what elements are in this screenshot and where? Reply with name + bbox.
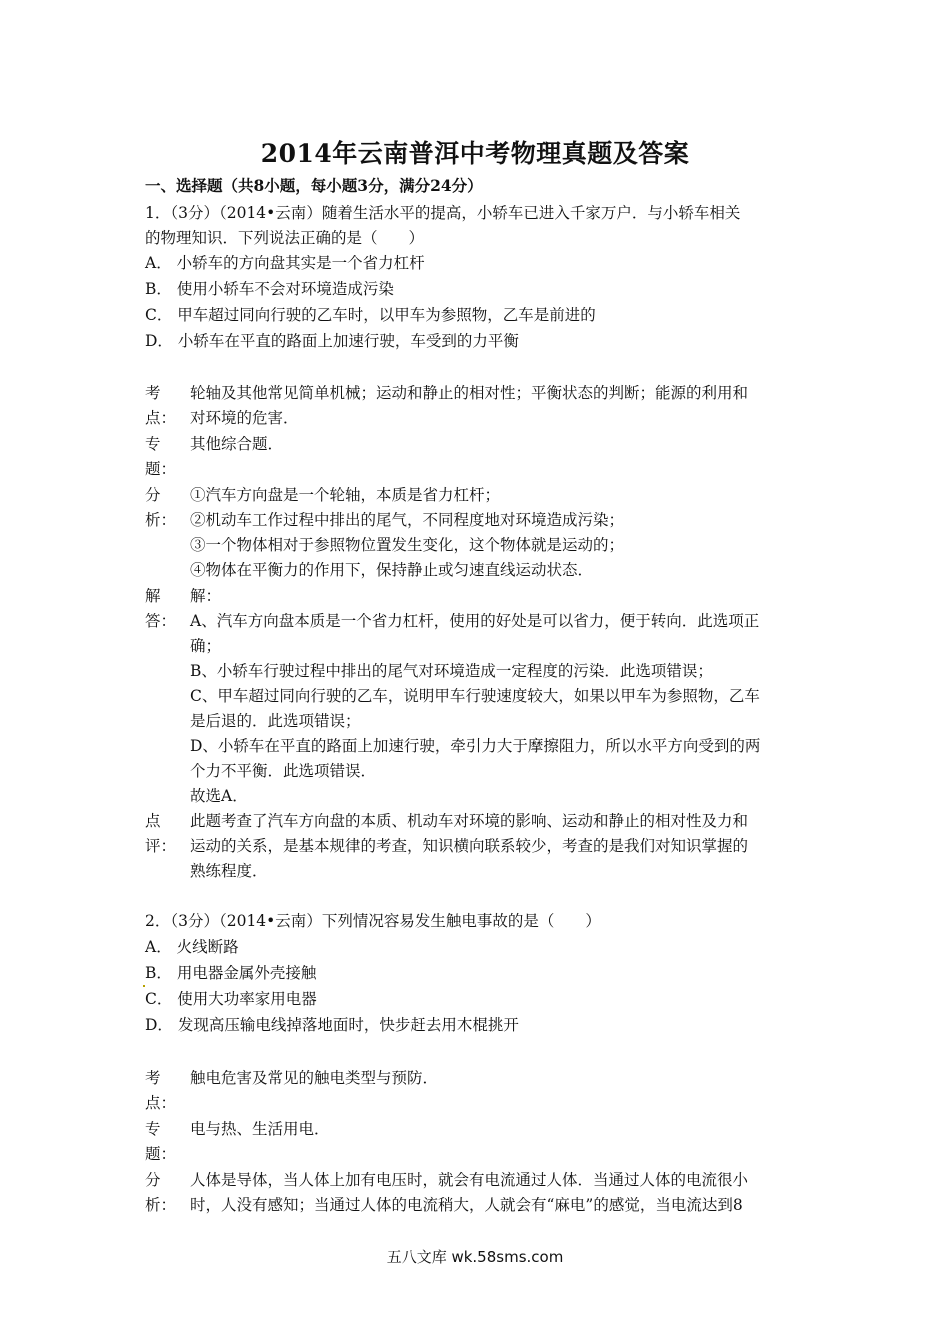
- q2-option-b: B． 用电器金属外壳接触: [145, 964, 317, 982]
- q1-fenxi-label-2: 析：: [145, 511, 177, 529]
- q1-kaodian-text-1: 轮轴及其他常见简单机械；运动和静止的相对性；平衡状态的判断；能源的利用和: [190, 384, 749, 402]
- q2-zhuanti-label-1: 专: [145, 1120, 161, 1138]
- q2-kaodian-text: 触电危害及常见的触电类型与预防．: [190, 1069, 439, 1087]
- document-title: 2014年云南普洱中考物理真题及答案: [260, 139, 690, 168]
- q1-fenxi-line-3: ③一个物体相对于参照物位置发生变化，这个物体就是运动的；: [190, 536, 625, 554]
- q1-jieda-line-8: 个力不平衡．此选项错误．: [190, 762, 377, 780]
- q2-fenxi-line-2: 时，人没有感知；当通过人体的电流稍大，人就会有“麻电”的感觉，当电流达到8: [190, 1196, 743, 1214]
- q1-dianping-line-3: 熟练程度．: [190, 862, 268, 880]
- q1-option-d: D． 小轿车在平直的路面上加速行驶，车受到的力平衡: [145, 332, 519, 350]
- q1-jieda-line-1: 解：: [190, 587, 222, 605]
- q1-fenxi-label-1: 分: [145, 486, 161, 504]
- q1-fenxi-line-2: ②机动车工作过程中排出的尾气，不同程度地对环境造成污染；: [190, 511, 625, 529]
- q1-jieda-line-6: 是后退的．此选项错误；: [190, 712, 361, 730]
- q1-option-c: C． 甲车超过同向行驶的乙车时，以甲车为参照物，乙车是前进的: [145, 306, 596, 324]
- q2-option-c: C． 使用大功率家用电器: [145, 990, 317, 1008]
- q2-zhuanti-label-2: 题：: [145, 1145, 177, 1163]
- q1-zhuanti-label-2: 题：: [145, 460, 177, 478]
- q2-option-d: D． 发现高压输电线掉落地面时，快步赶去用木棍挑开: [145, 1016, 519, 1034]
- q1-stem-line-2: 的物理知识．下列说法正确的是（ ）: [145, 229, 425, 247]
- q1-jieda-line-5: C、甲车超过同向行驶的乙车，说明甲车行驶速度较大，如果以甲车为参照物，乙车: [190, 687, 760, 705]
- q1-zhuanti-text: 其他综合题．: [190, 435, 284, 453]
- q1-dianping-label-2: 评：: [145, 837, 177, 855]
- q2-zhuanti-text: 电与热、生活用电．: [190, 1120, 330, 1138]
- q1-kaodian-text-2: 对环境的危害．: [190, 409, 299, 427]
- q1-dianping-line-1: 此题考查了汽车方向盘的本质、机动车对环境的影响、运动和静止的相对性及力和: [190, 812, 749, 830]
- q1-option-a: A． 小轿车的方向盘其实是一个省力杠杆: [145, 254, 425, 272]
- q1-fenxi-line-1: ①汽车方向盘是一个轮轴，本质是省力杠杆；: [190, 486, 501, 504]
- q1-jieda-line-4: B、小轿车行驶过程中排出的尾气对环境造成一定程度的污染．此选项错误；: [190, 662, 713, 680]
- q1-dianping-label-1: 点: [145, 812, 161, 830]
- q2-kaodian-label-1: 考: [145, 1069, 161, 1087]
- q1-jieda-label-1: 解: [145, 587, 161, 605]
- q1-kaodian-label-2: 点：: [145, 409, 177, 427]
- q1-jieda-line-3: 确；: [190, 637, 222, 655]
- page-footer: 五八文库 wk.58sms.com: [386, 1248, 564, 1266]
- q1-zhuanti-label-1: 专: [145, 435, 161, 453]
- stray-mark: [143, 985, 145, 987]
- q1-fenxi-line-4: ④物体在平衡力的作用下，保持静止或匀速直线运动状态．: [190, 561, 594, 579]
- q2-fenxi-label-1: 分: [145, 1171, 161, 1189]
- q2-option-a: A． 火线断路: [145, 938, 239, 956]
- q1-dianping-line-2: 运动的关系，是基本规律的考查，知识横向联系较少，考查的是我们对知识掌握的: [190, 837, 749, 855]
- q1-jieda-line-2: A、汽车方向盘本质是一个省力杠杆，使用的好处是可以省力，便于转向．此选项正: [190, 612, 760, 630]
- q2-fenxi-line-1: 人体是导体，当人体上加有电压时，就会有电流通过人体．当通过人体的电流很小: [190, 1171, 749, 1189]
- q1-jieda-line-9: 故选A．: [190, 787, 248, 805]
- q1-option-b: B． 使用小轿车不会对环境造成污染: [145, 280, 394, 298]
- section-heading: 一、选择题（共8小题，每小题3分，满分24分）: [145, 176, 483, 195]
- q1-kaodian-label-1: 考: [145, 384, 161, 402]
- q2-kaodian-label-2: 点：: [145, 1094, 177, 1112]
- q1-stem-line-1: 1．（3分）（2014•云南）随着生活水平的提高，小轿车已进入千家万户．与小轿车相关: [145, 204, 741, 222]
- q2-stem: 2．（3分）（2014•云南）下列情况容易发生触电事故的是（ ）: [145, 912, 601, 930]
- q1-jieda-line-7: D、小轿车在平直的路面上加速行驶，牵引力大于摩擦阻力，所以水平方向受到的两: [190, 737, 761, 755]
- q2-fenxi-label-2: 析：: [145, 1196, 177, 1214]
- q1-jieda-label-2: 答：: [145, 612, 177, 630]
